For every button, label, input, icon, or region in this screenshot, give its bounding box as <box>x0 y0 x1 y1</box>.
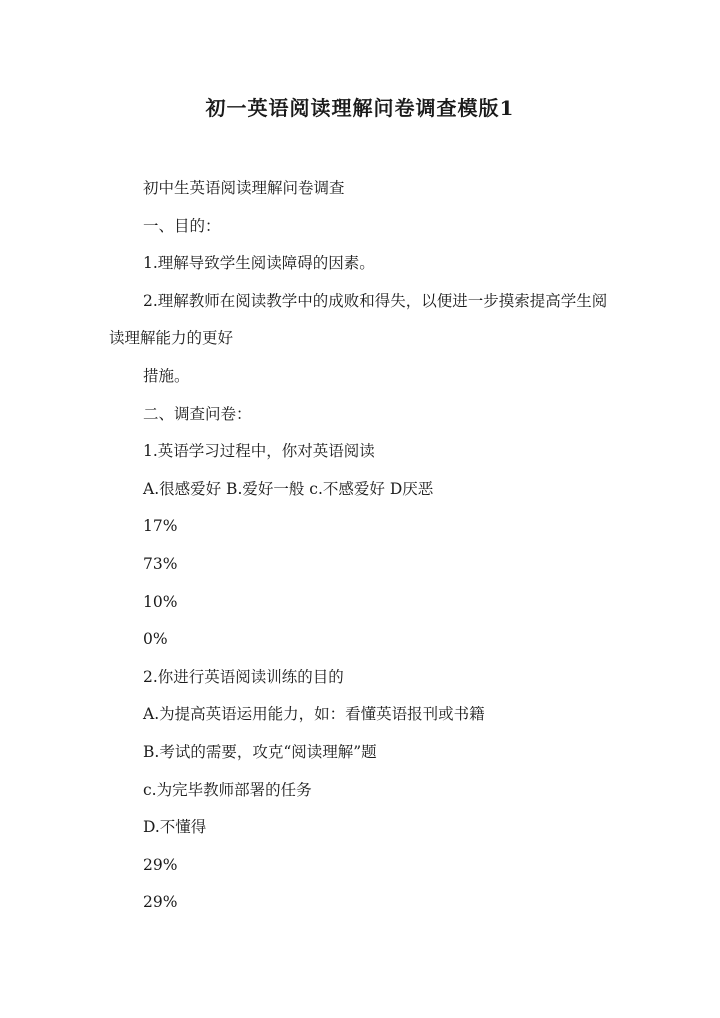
question-2-option-b: B.考试的需要，攻克“阅读理解”题 <box>143 742 377 761</box>
question-2-result-b: 29% <box>143 893 178 912</box>
question-2-option-d: D.不懂得 <box>143 818 207 837</box>
paragraph-purpose-2-cont: 措施。 <box>143 366 190 385</box>
paragraph-subtitle: 初中生英语阅读理解问卷调查 <box>143 179 345 197</box>
document-title: 初一英语阅读理解问卷调查模版1 <box>205 96 515 120</box>
question-1-result-c: 10% <box>143 592 178 611</box>
question-2: 2.你进行英语阅读训练的目的 <box>143 667 344 686</box>
question-2-option-c: c.为完毕教师部署的任务 <box>143 780 312 799</box>
document-body <box>109 170 614 922</box>
paragraph-purpose-2: 2.理解教师在阅读教学中的成败和得失，以便进一步摸索提高学生阅读理解能力的更好 <box>109 291 608 348</box>
question-2-result-a: 29% <box>143 855 178 874</box>
question-1-options: A.很感爱好 B.爱好一般 c.不感爱好 D厌恶 <box>143 479 434 498</box>
paragraph-section-survey: 二、调查问卷： <box>143 404 252 423</box>
question-1-result-a: 17% <box>143 517 178 536</box>
question-2-option-a: A.为提高英语运用能力，如：看懂英语报刊或书籍 <box>143 705 485 724</box>
question-1-result-b: 73% <box>143 554 178 573</box>
question-1: 1.英语学习过程中，你对英语阅读 <box>143 442 375 461</box>
paragraph-purpose-1: 1.理解导致学生阅读障碍的因素。 <box>143 254 375 273</box>
question-1-result-d: 0% <box>143 630 168 649</box>
paragraph-section-purpose: 一、目的： <box>143 216 221 235</box>
